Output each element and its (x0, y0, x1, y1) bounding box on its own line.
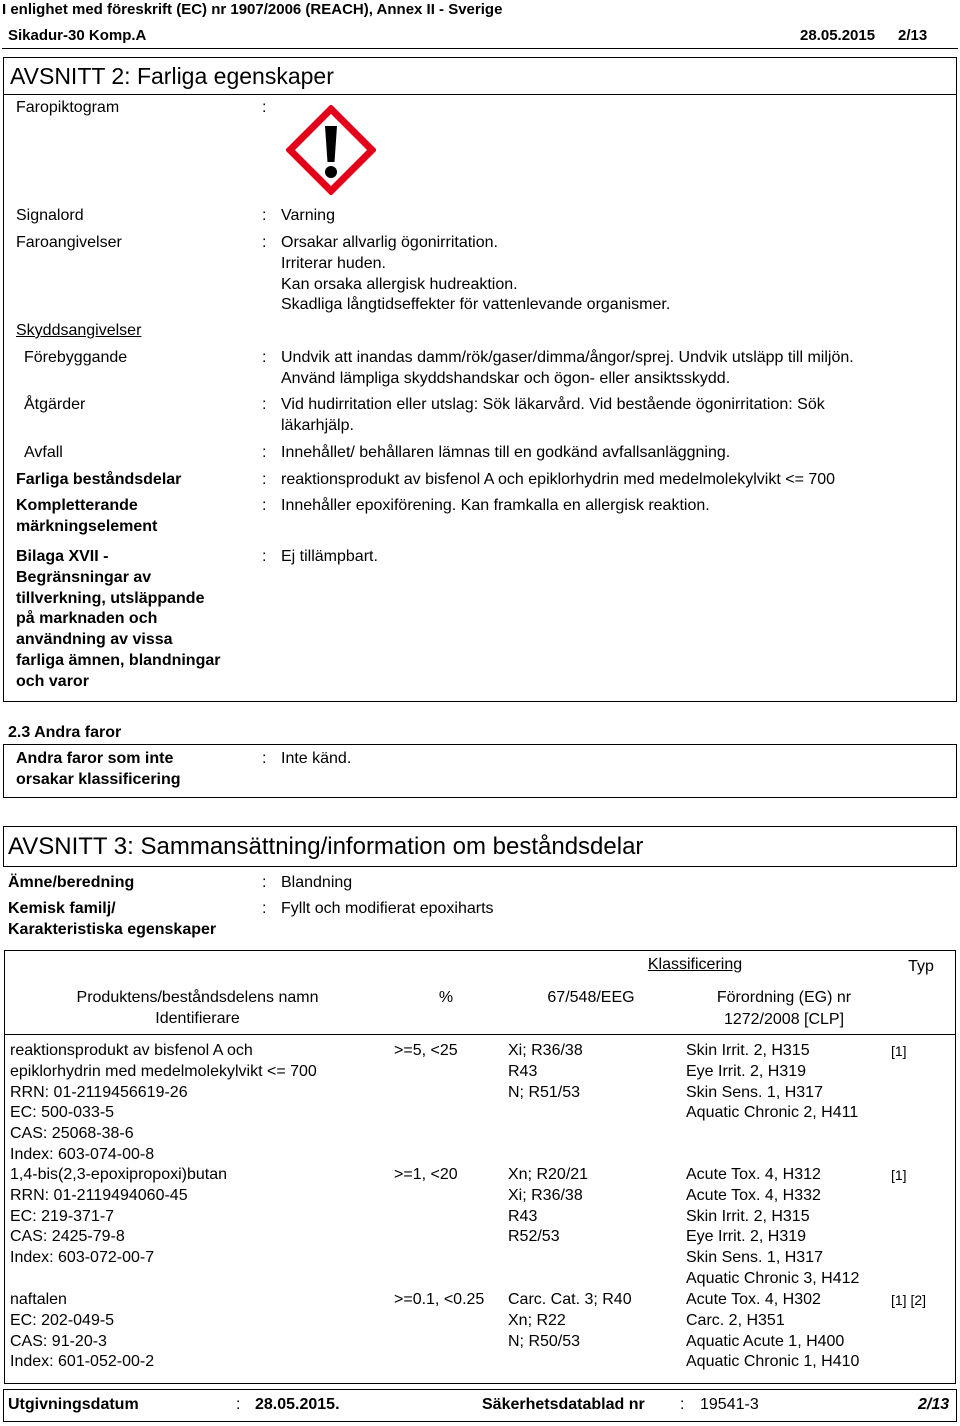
clp-classification: Acute Tox. 4, H302 (686, 1291, 821, 1308)
response-separator: : (262, 396, 267, 413)
percent-value: >=5, <25 (394, 1042, 458, 1059)
supplemental-separator: : (262, 497, 267, 514)
type-value: [1] (891, 1043, 907, 1059)
signal-word-separator: : (262, 207, 267, 224)
annex-xvii-label-line: Begränsningar av (16, 568, 152, 586)
clp-classification: Skin Irrit. 2, H315 (686, 1042, 810, 1059)
annex-xvii-label-line: på marknaden och (16, 610, 158, 628)
type-header: Typ (908, 958, 934, 975)
eec-classification: Xn; R20/21 (508, 1166, 589, 1183)
annex-xvii-label-line: användning av vissa (16, 631, 173, 648)
hazard-statement: Irriterar huden. (281, 254, 386, 272)
type-value: [1] [2] (891, 1292, 927, 1308)
precautionary-statements-heading: Skyddsangivelser (16, 322, 142, 339)
other-hazards-value: Inte känd. (281, 750, 352, 767)
prevention-statement: Använd lämpliga skyddshandskar och ögon- eller ansiktsskydd. (281, 369, 731, 387)
sds-number-separator: : (680, 1396, 685, 1413)
percent-value: >=1, <20 (394, 1166, 458, 1183)
hazardous-components-label: Farliga beståndsdelar (16, 471, 182, 488)
response-label: Åtgärder (24, 396, 86, 413)
clp-classification: Skin Sens. 1, H317 (686, 1249, 823, 1266)
clp-classification: Skin Irrit. 2, H315 (686, 1207, 810, 1225)
component-identifier: RRN: 01-2119456619-26 (10, 1083, 188, 1101)
hazard-statements-list (281, 233, 670, 316)
table-row-3-clp (686, 1290, 859, 1373)
eec-classification: N; R50/53 (508, 1332, 581, 1350)
eec-classification: Xi; R36/38 (508, 1042, 583, 1059)
eec-classification: R52/53 (508, 1228, 560, 1246)
issue-date-value: 28.05.2015. (255, 1396, 340, 1413)
table-row-3-type (891, 1290, 926, 1311)
eec-header: 67/548/EEG (547, 989, 635, 1006)
name-header-line: Produktens/beståndsdelens namn (76, 989, 319, 1006)
supplemental-label-line: märkningselement (16, 517, 158, 535)
supplemental-value: Innehåller epoxiförening. Kan framkalla en allergisk reaktion. (281, 497, 710, 514)
clp-classification: Eye Irrit. 2, H319 (686, 1062, 807, 1080)
regulation-header: I enlighet med föreskrift (EC) nr 1907/2006 (REACH), Annex II - Sverige (2, 1, 503, 18)
hazard-statement: Orsakar allvarlig ögonirritation. (281, 234, 498, 251)
eec-classification: N; R51/53 (508, 1083, 581, 1101)
annex-xvii-label-line: farliga ämnen, blandningar (16, 651, 221, 669)
component-name-line: epiklorhydrin med medelmolekylvikt <= 700 (10, 1062, 317, 1080)
other-hazards-separator: : (262, 750, 267, 767)
signal-word-value: Varning (281, 207, 335, 224)
header-date: 28.05.2015 (800, 27, 876, 44)
classification-header: Klassificering (647, 956, 743, 973)
table-row-1-eec (508, 1041, 583, 1103)
table-row-3-eec (508, 1290, 632, 1352)
annex-xvii-value: Ej tillämpbart. (281, 548, 378, 565)
annex-xvii-label-line: tillverkning, utsläppande (16, 589, 205, 607)
sds-number-value: 19541-3 (700, 1396, 759, 1413)
percent-value: >=0.1, <0.25 (394, 1291, 485, 1308)
component-identifier: EC: 219-371-7 (10, 1207, 115, 1225)
clp-classification: Aquatic Chronic 1, H410 (686, 1353, 860, 1371)
component-identifier: Index: 603-074-00-8 (10, 1145, 155, 1163)
component-name-line: 1,4-bis(2,3-epoxipropoxi)butan (10, 1166, 228, 1183)
issue-date-separator: : (236, 1396, 241, 1413)
name-header (10, 988, 385, 1030)
section2-title-box (3, 57, 957, 95)
chemical-family-label-line: Kemisk familj/ (8, 900, 116, 917)
supplemental-label (16, 496, 157, 538)
hazard-statement: Kan orsaka allergisk hudreaktion. (281, 275, 518, 293)
issue-date-label: Utgivningsdatum (8, 1396, 139, 1413)
disposal-statement: Innehållet/ behållaren lämnas till en godkänd avfallsanläggning. (281, 444, 731, 461)
table-row-2-percent (394, 1165, 458, 1186)
substance-value: Blandning (281, 874, 353, 891)
prevention-statement: Undvik att inandas damm/rök/gaser/dimma/ångor/sprej. Undvik utsläpp till miljön. (281, 349, 854, 366)
hazardous-components-separator: : (262, 471, 267, 488)
substance-label: Ämne/beredning (8, 874, 135, 891)
header-page-number: 2/13 (898, 27, 928, 44)
hazard-statement: Skadliga långtidseffekter för vattenlevande organismer. (281, 296, 671, 314)
other-hazards-label (16, 749, 181, 791)
footer-page-number: 2/13 (918, 1396, 950, 1413)
clp-header-line: 1272/2008 [CLP] (723, 1010, 845, 1028)
response-statement: Vid hudirritation eller utslag: Sök läkarvård. Vid bestående ögonirritation: Sök (281, 396, 825, 413)
clp-classification: Eye Irrit. 2, H319 (686, 1228, 807, 1246)
percent-header: % (438, 989, 454, 1006)
table-row-2-eec (508, 1165, 588, 1248)
annex-xvii-separator: : (262, 548, 267, 565)
name-header-line: Identifierare (155, 1009, 240, 1027)
component-identifier: CAS: 2425-79-8 (10, 1228, 125, 1246)
footer-box (3, 1389, 957, 1422)
clp-classification: Skin Sens. 1, H317 (686, 1083, 823, 1101)
component-name-line: naftalen (10, 1291, 67, 1308)
ghs07-exclamation-mark-icon (286, 105, 376, 195)
table-row-2-type (891, 1165, 907, 1186)
clp-classification: Acute Tox. 4, H332 (686, 1186, 821, 1204)
eec-classification: R43 (508, 1062, 538, 1080)
component-identifier: Index: 603-072-00-7 (10, 1249, 155, 1266)
signal-word-label: Signalord (16, 207, 84, 224)
table-row-3-percent (394, 1290, 484, 1311)
table-header-rule (4, 1034, 956, 1035)
clp-classification: Aquatic Chronic 3, H412 (686, 1269, 860, 1287)
chemical-family-label (8, 899, 216, 941)
component-identifier: Index: 601-052-00-2 (10, 1353, 155, 1371)
sds-number-label: Säkerhetsdatablad nr (482, 1396, 645, 1413)
clp-classification: Acute Tox. 4, H312 (686, 1166, 821, 1183)
pictogram-separator: : (262, 99, 267, 116)
annex-xvii-label (16, 547, 220, 692)
hazardous-components-value: reaktionsprodukt av bisfenol A och epiklorhydrin med medelmolekylvikt <= 700 (281, 471, 836, 488)
other-hazards-label-line: Andra faror som inte (16, 750, 174, 767)
clp-classification: Aquatic Acute 1, H400 (686, 1332, 845, 1350)
eec-classification: Xn; R22 (508, 1311, 566, 1329)
type-value: [1] (891, 1167, 907, 1183)
section3-title-box (3, 826, 957, 867)
table-row-1-percent (394, 1041, 458, 1062)
disposal-separator: : (262, 444, 267, 461)
eec-classification: Xi; R36/38 (508, 1186, 583, 1204)
eec-classification: Carc. Cat. 3; R40 (508, 1291, 632, 1308)
response-list (281, 395, 825, 437)
annex-xvii-label-line: Bilaga XVII - (16, 548, 109, 565)
component-identifier: CAS: 91-20-3 (10, 1332, 107, 1350)
chemical-family-label-line: Karakteristiska egenskaper (8, 920, 217, 938)
table-row-1-name (10, 1041, 317, 1166)
pictogram-exclamation-dot (325, 166, 337, 178)
prevention-label: Förebyggande (24, 349, 128, 366)
table-row-3-name (10, 1290, 154, 1373)
annex-xvii-label-line: och varor (16, 672, 89, 690)
table-row-1-type (891, 1041, 907, 1062)
substance-separator: : (262, 874, 267, 891)
clp-classification: Carc. 2, H351 (686, 1311, 785, 1329)
section3-title: AVSNITT 3: Sammansättning/information om beståndsdelar (8, 833, 644, 860)
pictogram-label: Faropiktogram (16, 99, 120, 116)
eec-classification: R43 (508, 1207, 538, 1225)
component-identifier: EC: 500-033-5 (10, 1104, 115, 1122)
disposal-label: Avfall (24, 444, 63, 461)
component-identifier: RRN: 01-2119494060-45 (10, 1186, 188, 1204)
clp-header-line: Förordning (EG) nr (716, 989, 852, 1006)
product-name: Sikadur-30 Komp.A (8, 27, 147, 44)
prevention-list (281, 348, 854, 390)
hazard-statements-separator: : (262, 234, 267, 251)
chemical-family-separator: : (262, 900, 267, 917)
component-identifier: EC: 202-049-5 (10, 1311, 115, 1329)
other-hazards-label-line: orsakar klassificering (16, 770, 181, 788)
component-name-line: reaktionsprodukt av bisfenol A och (10, 1042, 253, 1059)
table-row-2-name (10, 1165, 227, 1269)
supplemental-label-line: Kompletterande (16, 497, 138, 514)
header-rule (2, 48, 958, 49)
hazard-statements-label: Faroangivelser (16, 234, 122, 251)
component-identifier: CAS: 25068-38-6 (10, 1125, 134, 1142)
table-row-2-clp (686, 1165, 859, 1290)
clp-header (686, 988, 882, 1031)
chemical-family-value: Fyllt och modifierat epoxiharts (281, 900, 494, 917)
response-statement: läkarhjälp. (281, 416, 354, 434)
prevention-separator: : (262, 349, 267, 366)
table-row-1-clp (686, 1041, 858, 1124)
section2-title: AVSNITT 2: Farliga egenskaper (10, 63, 334, 89)
clp-classification: Aquatic Chronic 2, H411 (686, 1104, 859, 1122)
other-hazards-heading: 2.3 Andra faror (8, 724, 122, 741)
